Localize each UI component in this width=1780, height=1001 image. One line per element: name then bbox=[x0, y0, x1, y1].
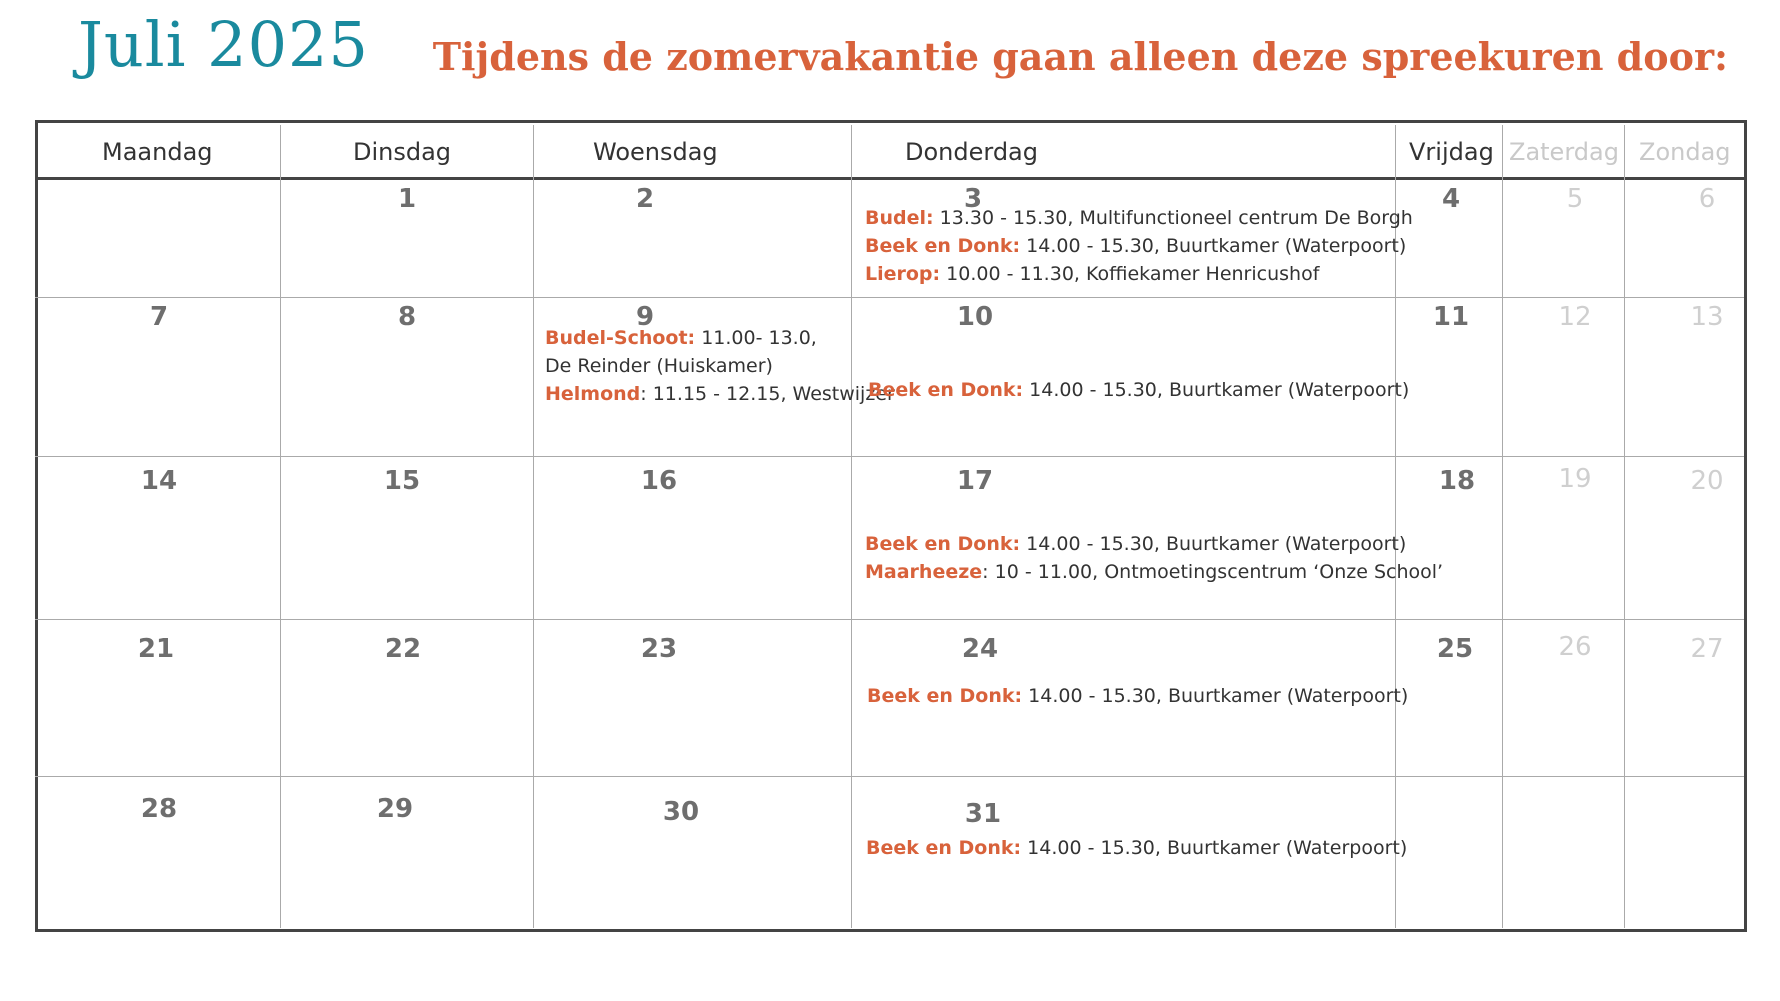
day-number: 23 bbox=[640, 634, 678, 664]
events-day-3 bbox=[865, 204, 1413, 288]
row-divider bbox=[35, 297, 1744, 298]
event-location: Beek en Donk: bbox=[868, 379, 1024, 401]
day-number: 20 bbox=[1690, 466, 1724, 496]
day-number: 12 bbox=[1558, 302, 1592, 332]
event-details: : 11.15 - 12.15, Westwijzer bbox=[640, 383, 895, 405]
row-divider bbox=[35, 456, 1744, 457]
event-details: : 10 - 11.00, Ontmoetingscentrum ‘Onze School’ bbox=[982, 561, 1444, 583]
event-details: 11.00- 13.0, bbox=[695, 327, 817, 349]
event-entry bbox=[868, 376, 1409, 404]
dayname-woensdag: Woensdag bbox=[593, 138, 718, 166]
day-number: 21 bbox=[137, 634, 175, 664]
day-number: 6 bbox=[1698, 184, 1716, 214]
day-number: 7 bbox=[149, 302, 169, 332]
event-details: 14.00 - 15.30, Buurtkamer (Waterpoort) bbox=[1023, 379, 1410, 401]
day-number: 9 bbox=[635, 302, 655, 332]
event-location: Beek en Donk: bbox=[865, 235, 1021, 257]
event-entry bbox=[545, 324, 895, 352]
event-details: 14.00 - 15.30, Buurtkamer (Waterpoort) bbox=[1020, 533, 1407, 555]
day-number: 17 bbox=[956, 466, 994, 496]
event-entry bbox=[865, 530, 1443, 558]
event-entry bbox=[865, 558, 1443, 586]
event-details: 14.00 - 15.30, Buurtkamer (Waterpoort) bbox=[1021, 837, 1408, 859]
day-number: 5 bbox=[1566, 184, 1584, 214]
calendar-grid bbox=[35, 120, 1745, 930]
event-entry bbox=[865, 204, 1413, 232]
events-day-24 bbox=[867, 682, 1408, 710]
event-location: Beek en Donk: bbox=[867, 685, 1023, 707]
event-location: Budel: bbox=[865, 207, 934, 229]
day-number: 24 bbox=[961, 634, 999, 664]
dayname-zondag: Zondag bbox=[1639, 138, 1731, 166]
day-number: 14 bbox=[140, 466, 178, 496]
event-entry bbox=[866, 834, 1407, 862]
day-number: 31 bbox=[964, 799, 1002, 829]
dayname-dinsdag: Dinsdag bbox=[353, 138, 452, 166]
event-location: Beek en Donk: bbox=[865, 533, 1021, 555]
event-location: Helmond bbox=[545, 383, 641, 405]
dayname-vrijdag: Vrijdag bbox=[1409, 138, 1494, 166]
day-number: 8 bbox=[397, 302, 417, 332]
dayname-zaterdag: Zaterdag bbox=[1509, 138, 1619, 166]
day-number: 19 bbox=[1558, 464, 1592, 494]
event-entry bbox=[545, 380, 895, 408]
column-divider bbox=[1502, 125, 1503, 928]
event-location: Budel-Schoot: bbox=[545, 327, 696, 349]
event-location: Beek en Donk: bbox=[866, 837, 1022, 859]
event-location: Maarheeze bbox=[865, 561, 983, 583]
event-entry bbox=[865, 232, 1413, 260]
day-number: 28 bbox=[140, 794, 178, 824]
event-details: De Reinder (Huiskamer) bbox=[545, 355, 773, 377]
column-divider bbox=[851, 125, 852, 928]
event-entry bbox=[865, 260, 1413, 288]
day-number: 2 bbox=[635, 184, 655, 214]
page-subtitle: Tijdens de zomervakantie gaan alleen deze spreekuren door: bbox=[432, 34, 1728, 79]
day-number: 11 bbox=[1432, 302, 1470, 332]
day-number: 29 bbox=[376, 794, 414, 824]
event-details: 10.00 - 11.30, Koffiekamer Henricushof bbox=[940, 263, 1320, 285]
events-day-31 bbox=[866, 834, 1407, 862]
events-day-9 bbox=[545, 324, 895, 408]
row-divider bbox=[35, 776, 1744, 777]
day-number: 10 bbox=[956, 302, 994, 332]
day-number: 1 bbox=[397, 184, 417, 214]
month-title: Juli 2025 bbox=[78, 8, 369, 81]
event-entry bbox=[545, 352, 895, 380]
dayname-maandag: Maandag bbox=[102, 138, 213, 166]
events-day-10 bbox=[868, 376, 1409, 404]
column-divider bbox=[1624, 125, 1625, 928]
column-divider bbox=[533, 125, 534, 928]
row-divider bbox=[35, 619, 1744, 620]
event-location: Lierop: bbox=[865, 263, 941, 285]
event-details: 14.00 - 15.30, Buurtkamer (Waterpoort) bbox=[1022, 685, 1409, 707]
events-day-17 bbox=[865, 530, 1443, 586]
event-details: 14.00 - 15.30, Buurtkamer (Waterpoort) bbox=[1020, 235, 1407, 257]
day-number: 4 bbox=[1441, 184, 1461, 214]
day-number: 13 bbox=[1690, 302, 1724, 332]
day-number: 25 bbox=[1436, 634, 1474, 664]
day-number: 27 bbox=[1690, 634, 1724, 664]
day-number: 22 bbox=[384, 634, 422, 664]
column-divider bbox=[280, 125, 281, 928]
day-number: 26 bbox=[1558, 632, 1592, 662]
day-number: 30 bbox=[662, 797, 700, 827]
event-details: 13.30 - 15.30, Multifunctioneel centrum De Borgh bbox=[933, 207, 1413, 229]
day-number: 16 bbox=[640, 466, 678, 496]
day-number: 3 bbox=[963, 184, 983, 214]
dayname-donderdag: Donderdag bbox=[905, 138, 1038, 166]
event-entry bbox=[867, 682, 1408, 710]
day-number: 15 bbox=[383, 466, 421, 496]
day-number: 18 bbox=[1438, 466, 1476, 496]
header-divider bbox=[35, 177, 1747, 180]
